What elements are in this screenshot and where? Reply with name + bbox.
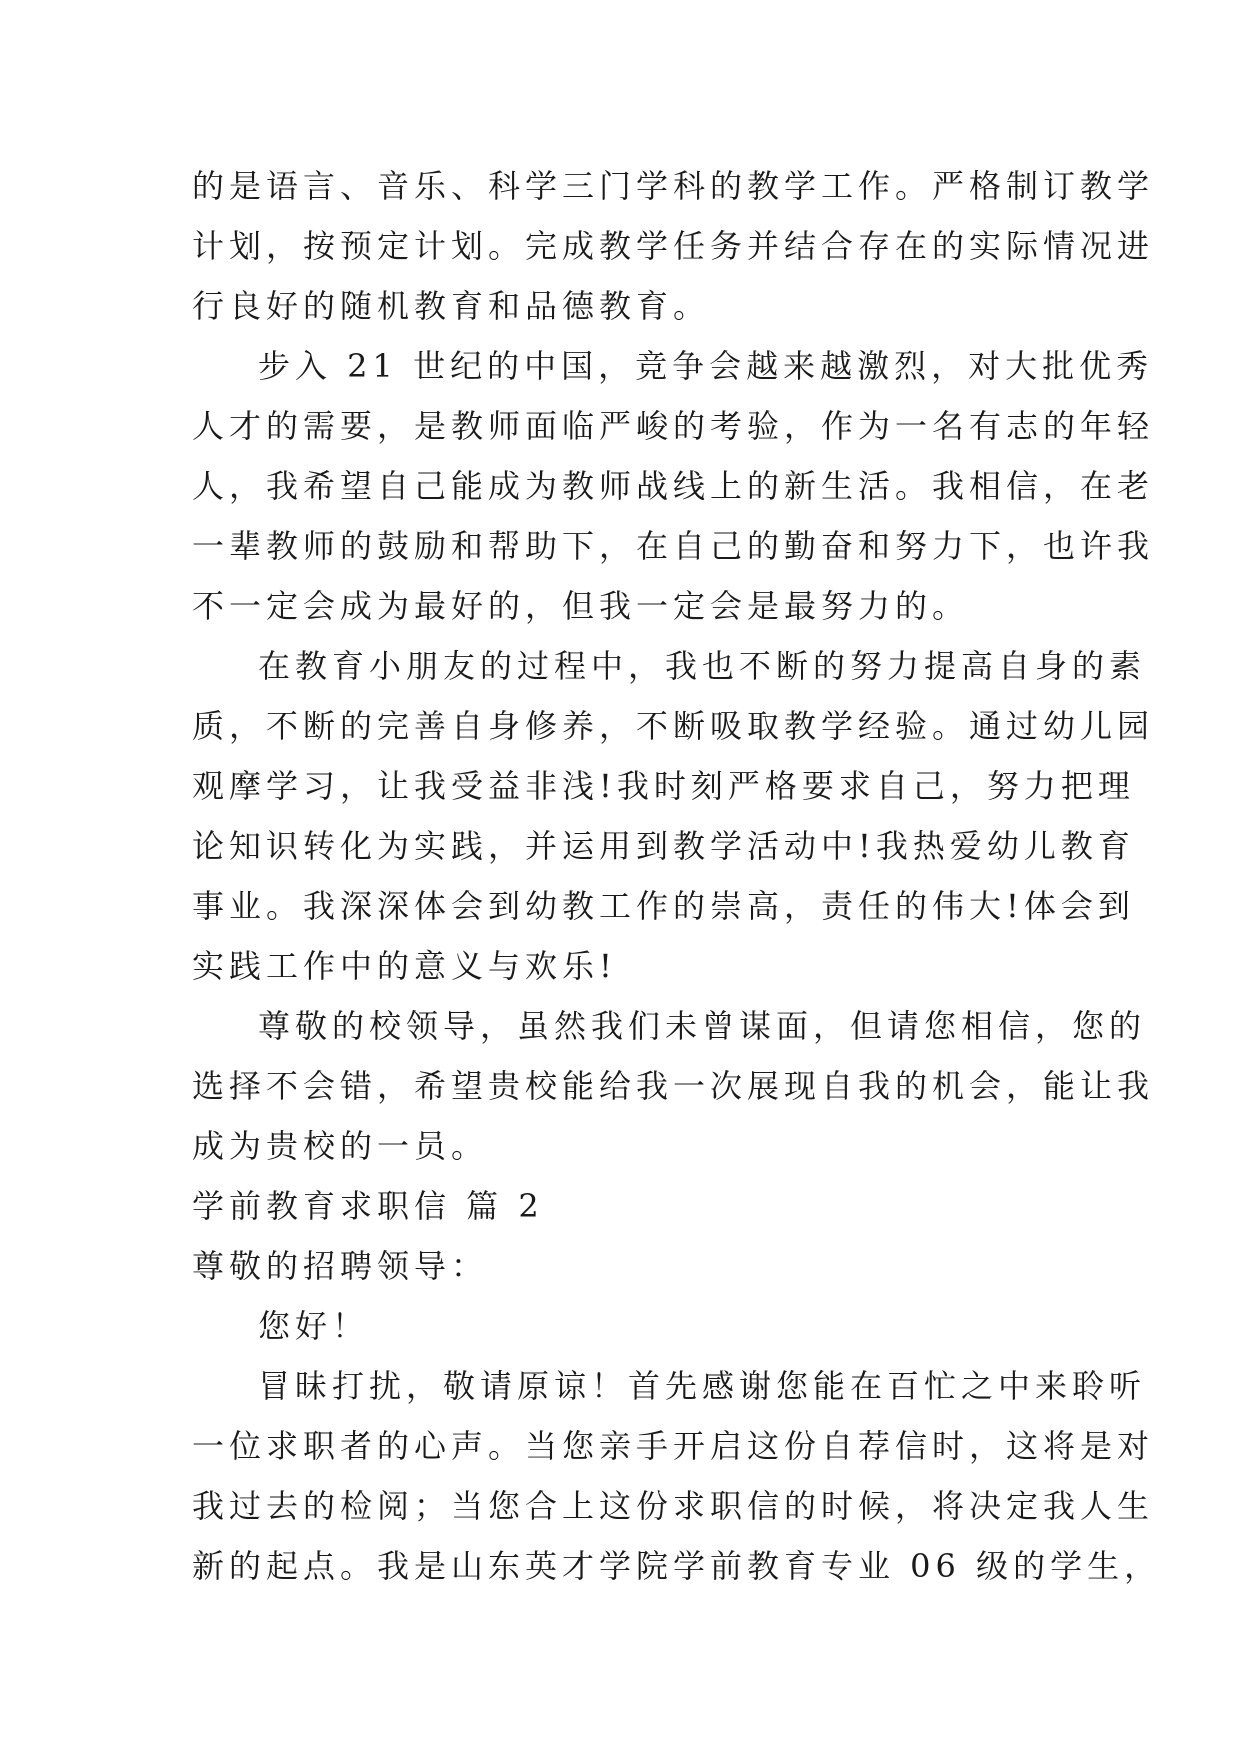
text-line: 论知识转化为实践，并运用到教学活动中!我热爱幼儿教育 [192,827,1135,865]
text-line: 冒昧打扰，敬请原谅！首先感谢您能在百忙之中来聆听 [258,1367,1147,1405]
text-line: 质，不断的完善自身修养，不断吸取教学经验。通过幼儿园 [192,707,1155,745]
text-line: 的是语言、音乐、科学三门学科的教学工作。严格制订教学 [192,167,1155,205]
text-line: 步入 21 世纪的中国，竞争会越来越激烈，对大批优秀 [258,347,1154,385]
greeting: 您好！ [258,1307,370,1345]
salutation: 尊敬的招聘领导： [192,1247,489,1285]
text-line: 人才的需要，是教师面临严峻的考验，作为一名有志的年轻 [192,407,1155,445]
text-line: 我过去的检阅；当您合上这份求职信的时候，将决定我人生 [192,1487,1155,1525]
document-body [192,156,1162,1596]
text-line: 行良好的随机教育和品德教育。 [192,287,711,325]
text-line: 事业。我深深体会到幼教工作的崇高，责任的伟大!体会到 [192,887,1135,925]
text-line: 成为贵校的一员。 [192,1127,489,1165]
section-heading: 学前教育求职信 篇 2 [192,1187,544,1225]
text-line: 新的起点。我是山东英才学院学前教育专业 06 级的学生， [192,1547,1162,1585]
text-line: 尊敬的校领导，虽然我们未曾谋面，但请您相信，您的 [258,1007,1147,1045]
text-line: 计划，按预定计划。完成教学任务并结合存在的实际情况进 [192,227,1155,265]
text-line: 选择不会错，希望贵校能给我一次展现自我的机会，能让我 [192,1067,1155,1105]
text-line: 一辈教师的鼓励和帮助下，在自己的勤奋和努力下，也许我 [192,527,1155,565]
text-line: 一位求职者的心声。当您亲手开启这份自荐信时，这将是对 [192,1427,1155,1465]
text-line: 在教育小朋友的过程中，我也不断的努力提高自身的素 [258,647,1147,685]
text-line: 不一定会成为最好的，但我一定会是最努力的。 [192,587,970,625]
text-line: 观摩学习，让我受益非浅!我时刻严格要求自己，努力把理 [192,767,1135,805]
text-line: 人，我希望自己能成为教师战线上的新生活。我相信，在老 [192,467,1155,505]
text-line: 实践工作中的意义与欢乐! [192,947,617,985]
